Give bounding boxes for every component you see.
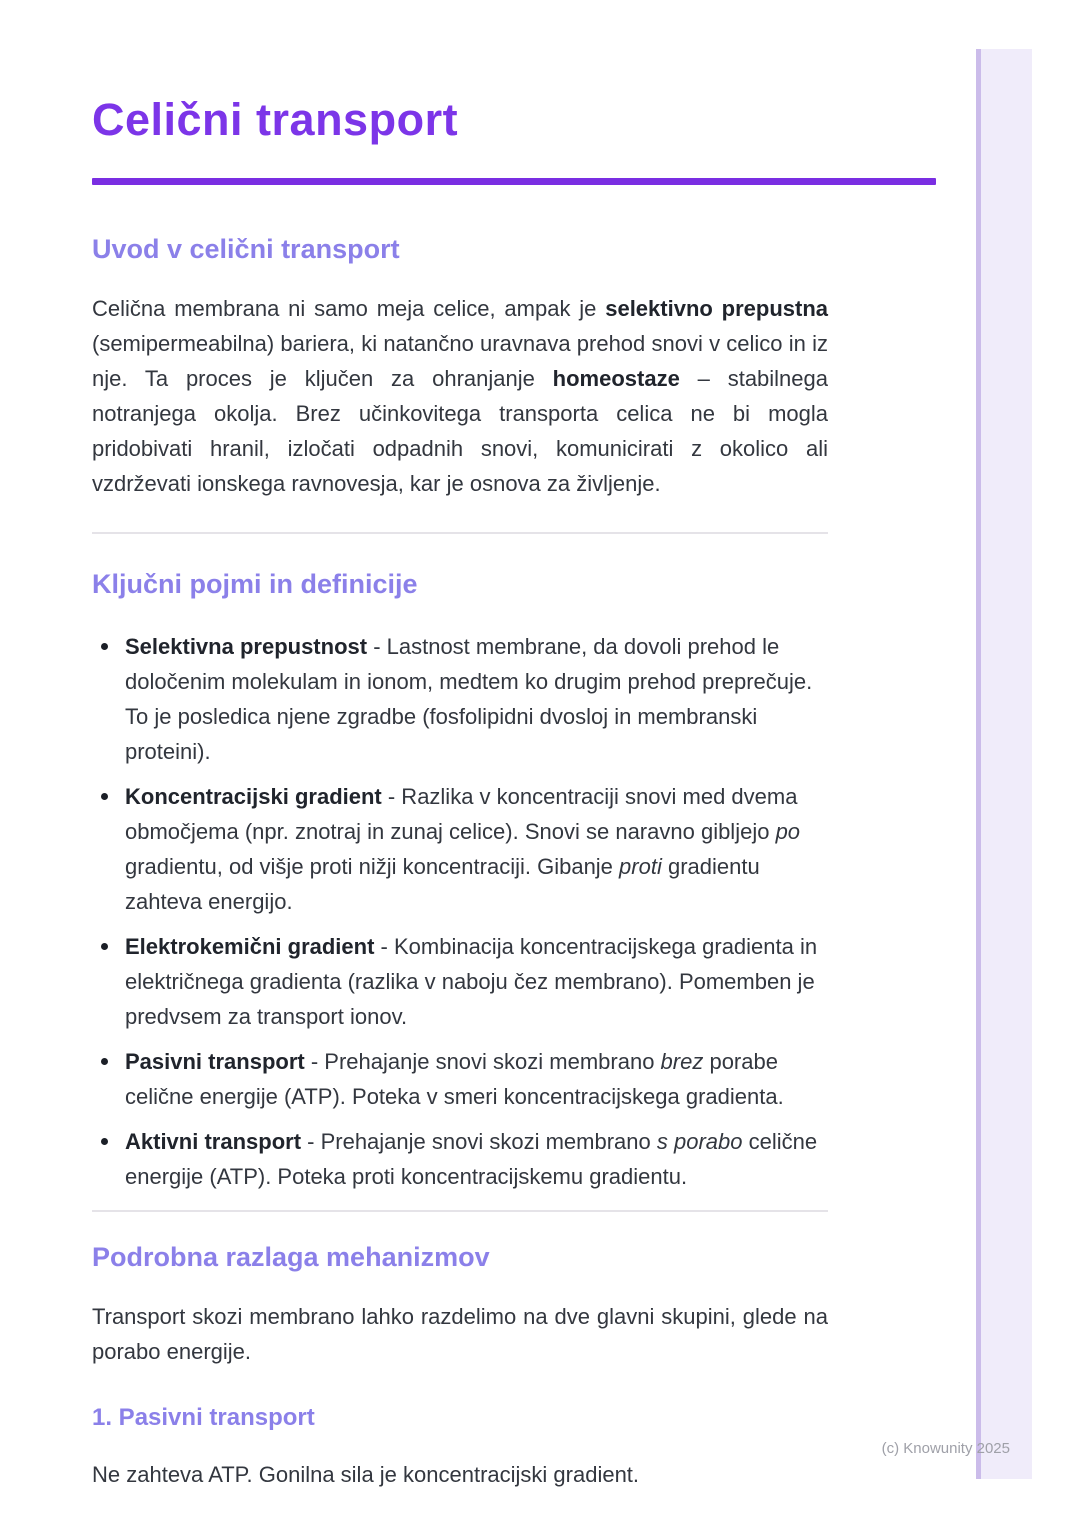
list-item — [92, 779, 828, 919]
next-page-edge-panel — [976, 49, 1032, 1479]
subsection-heading-passive-transport: 1. Pasivni transport — [92, 1404, 315, 1431]
section-heading-intro: Uvod v celični transport — [92, 234, 400, 264]
section-divider — [92, 1210, 828, 1212]
list-item — [92, 929, 828, 1034]
copyright-watermark: (c) Knowunity 2025 — [881, 1440, 1010, 1457]
intro-paragraph: Celična membrana ni samo meja celice, ampak je selektivno prepustna (semipermeabilna) bariera, ki natančno uravnava prehod snovi v celico in iz nje. Ta proces je ključen za ohranjanje homeostaze – stabilnega notranjega okolja. Brez učinkovitega transporta celica ne bi mogla pridobivati hranil, izločati odpadnih snovi, komunicirati z okolico ali vzdrževati ionskega ravnovesja, kar je osnova za življenje. — [92, 296, 829, 496]
list-item-text: Aktivni transport - Prehajanje snovi skozi membrano s porabo celične energije (ATP). Poteka proti koncentracijskemu gradientu. — [125, 1129, 818, 1189]
bullet-icon — [101, 943, 108, 950]
list-item-text: Elektrokemični gradient - Kombinacija koncentracijskega gradienta in električnega gradienta (razlika v naboju čez membrano). Pomemben je predvsem za transport ionov. — [125, 934, 818, 1029]
bullet-icon — [101, 643, 108, 650]
key-terms-list — [92, 629, 828, 1194]
list-item — [92, 629, 828, 769]
section-divider — [92, 532, 828, 534]
mechanisms-paragraph: Transport skozi membrano lahko razdelimo na dve glavni skupini, glede na porabo energije. — [92, 1304, 828, 1364]
page-content — [92, 0, 828, 1492]
list-item — [92, 1044, 828, 1114]
bullet-icon — [101, 793, 108, 800]
list-item — [92, 1124, 828, 1194]
bullet-icon — [101, 1138, 108, 1145]
title-underline-rule — [92, 178, 936, 185]
passive-transport-note: Ne zahteva ATP. Gonilna sila je koncentracijski gradient. — [92, 1462, 640, 1487]
list-item-text: Selektivna prepustnost - Lastnost membrane, da dovoli prehod le določenim molekulam in ionom, medtem ko drugim prehod preprečuje. To je posledica njene zgradbe (fosfolipidni dvosloj in membranski proteini). — [125, 634, 813, 764]
section-heading-key-terms: Ključni pojmi in definicije — [92, 569, 418, 599]
section-heading-mechanisms: Podrobna razlaga mehanizmov — [92, 1242, 490, 1272]
list-item-text: Pasivni transport - Prehajanje snovi skozi membrano brez porabe celične energije (ATP). Poteka v smeri koncentracijskega gradienta. — [125, 1049, 784, 1109]
list-item-text: Koncentracijski gradient - Razlika v koncentraciji snovi med dvema območjema (npr. znotraj in zunaj celice). Snovi se naravno gibljejo po gradientu, od višje proti nižji koncentraciji. Gibanje proti gradientu zahteva energijo. — [125, 784, 801, 914]
page-title: Celični transport — [92, 94, 459, 145]
bullet-icon — [101, 1058, 108, 1065]
